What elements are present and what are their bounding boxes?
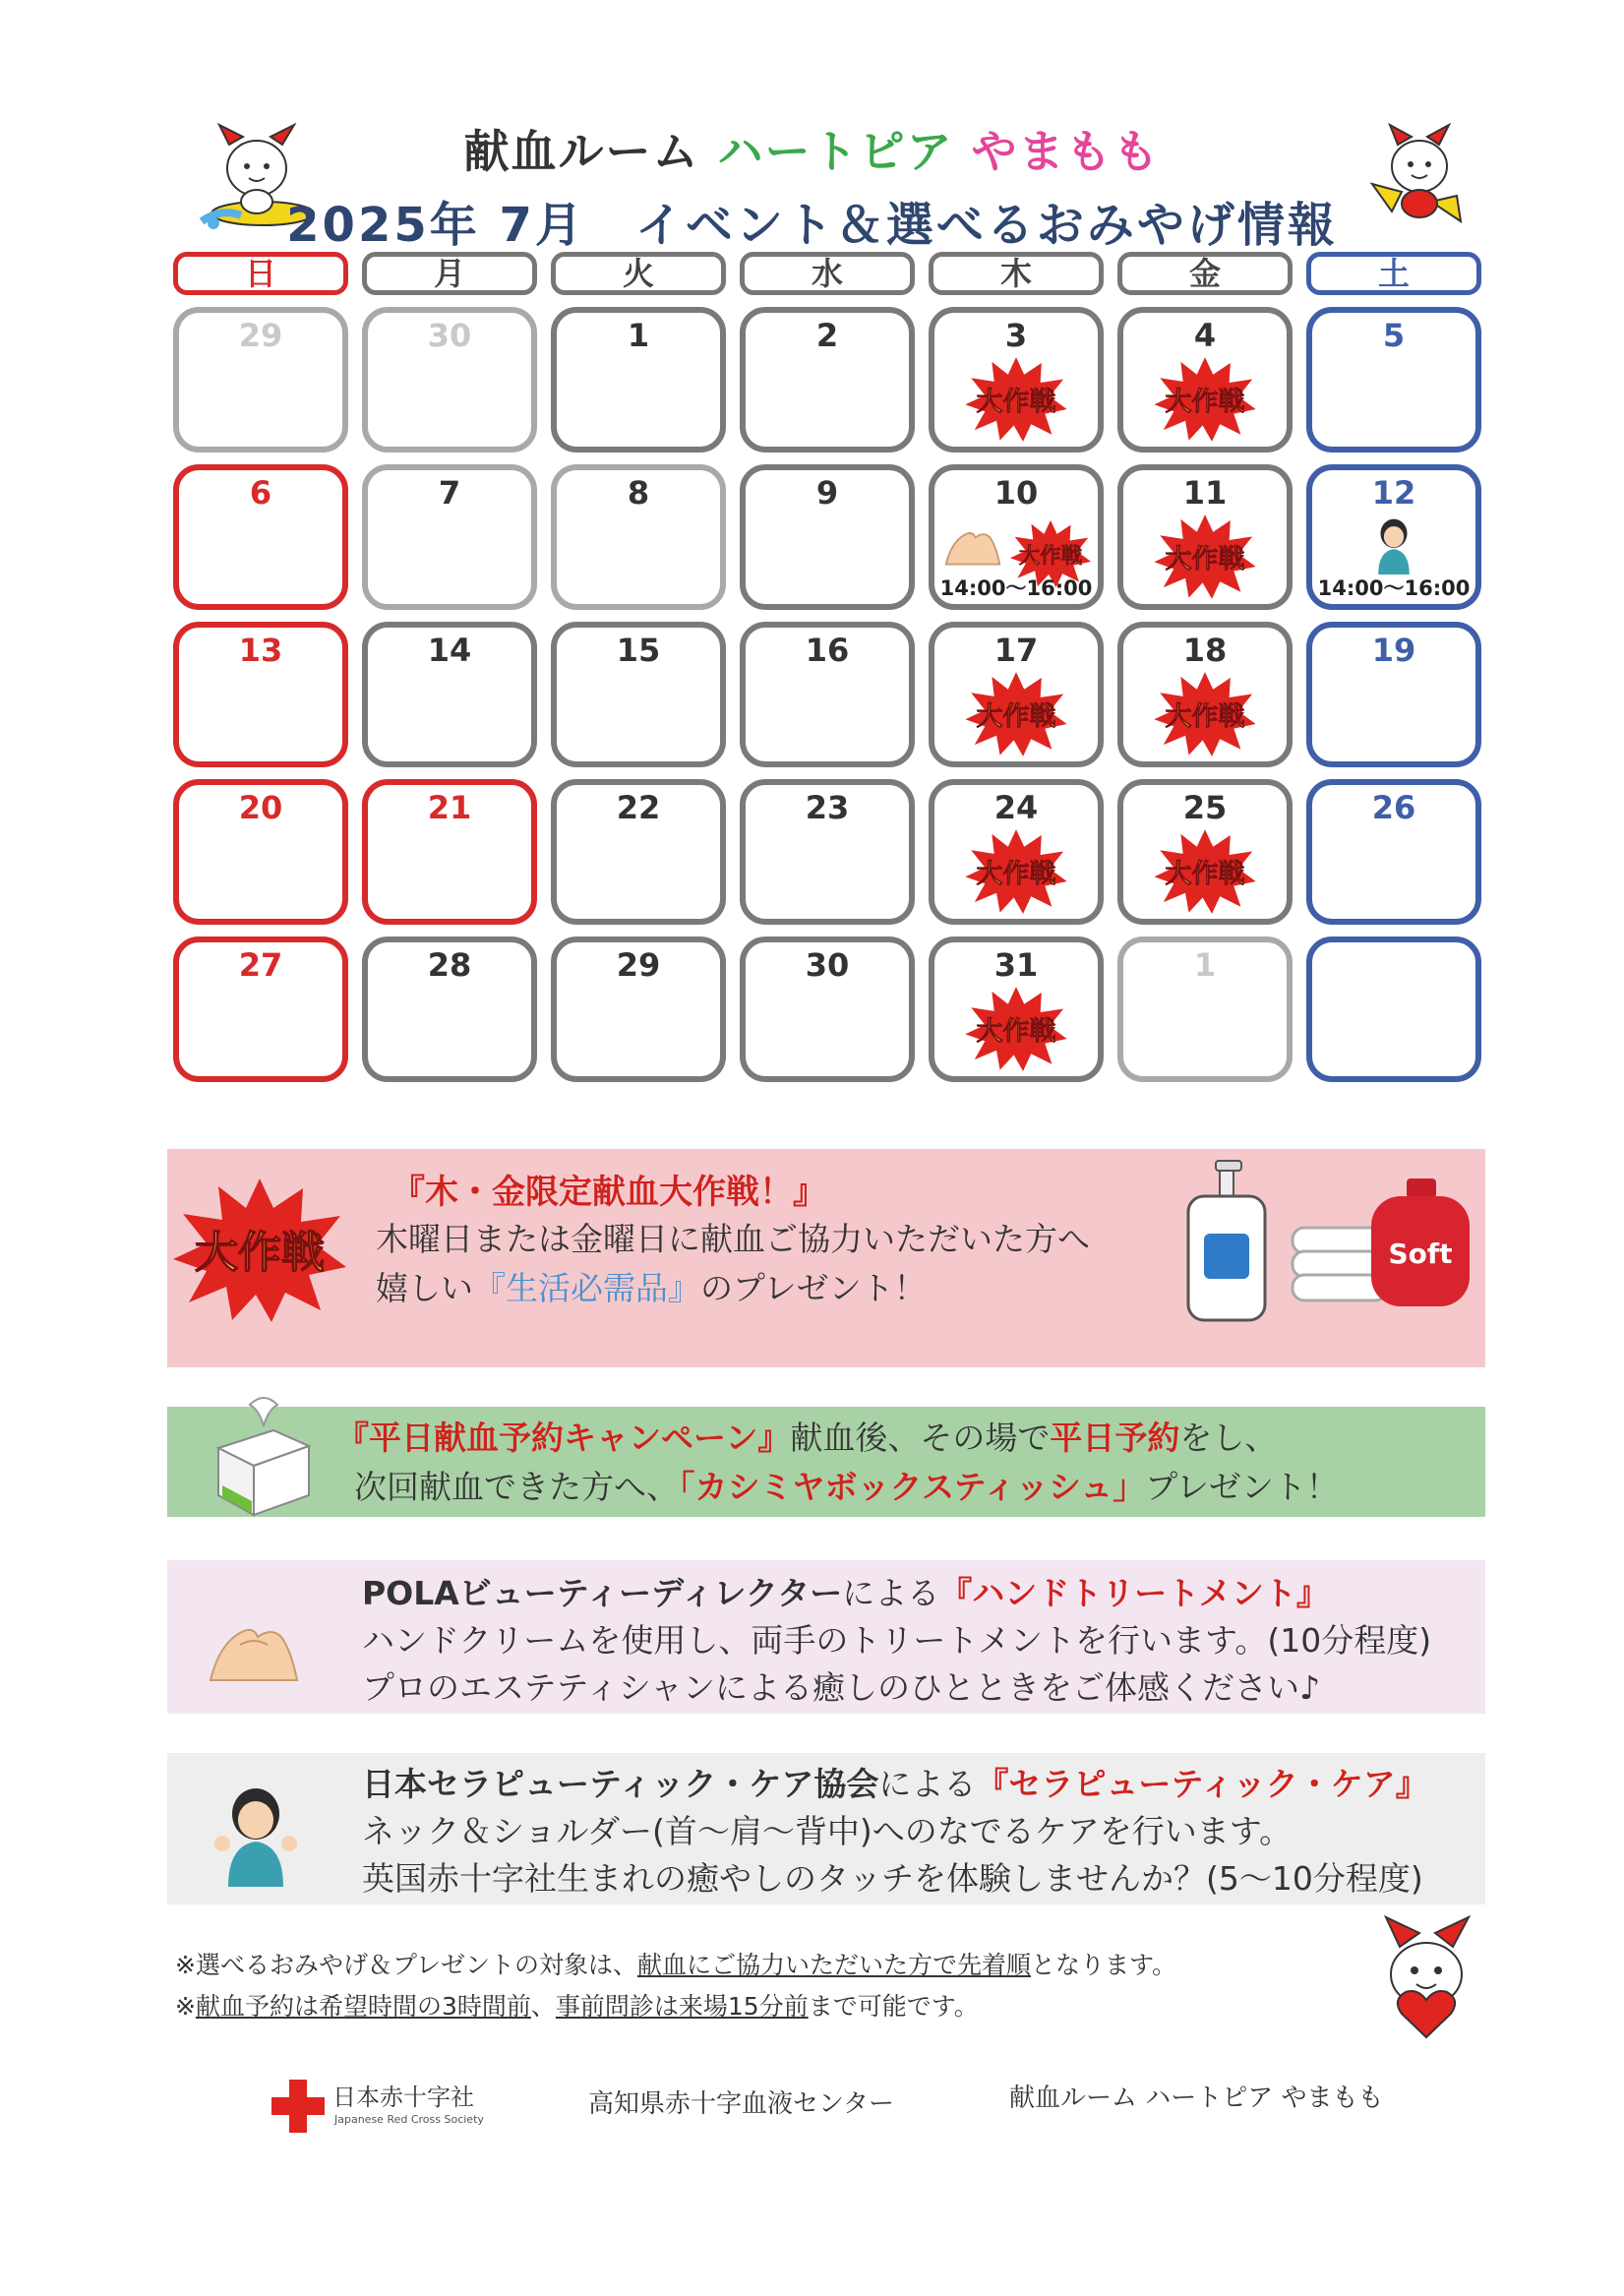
calendar-day-cell (740, 937, 915, 1082)
calendar-day-cell (362, 937, 537, 1082)
burst-icon (1147, 671, 1263, 761)
reservation-title: 『平日献血予約キャンペーン』 (336, 1419, 791, 1457)
calendar-day-cell (740, 464, 915, 610)
pola-director-text: POLAビューティーディレクター (362, 1574, 843, 1612)
burst-icon (958, 828, 1074, 919)
calendar-day-cell (362, 622, 537, 767)
burst-label: 大作戦 (976, 701, 1056, 733)
hand-treatment-title: 『ハンドトリートメント』 (939, 1574, 1329, 1612)
person-icon (1369, 514, 1418, 578)
day-number: 30 (427, 317, 472, 354)
note-1a: ※選べるおみやげ＆プレゼントの対象は、 (175, 1951, 637, 1979)
note-1b: 献血にご協力いただいた方で先着順 (636, 1951, 1031, 1979)
calendar-day-cell (1306, 464, 1481, 610)
hand-line-1 (362, 1568, 1329, 1614)
burst-icon (171, 1177, 348, 1324)
calendar-day-cell (929, 779, 1104, 925)
day-number: 3 (1004, 317, 1028, 354)
day-number: 27 (238, 946, 283, 984)
note-2d: 事前問診は来場15分前 (555, 1992, 809, 2021)
day-number: 30 (805, 946, 850, 984)
day-number: 6 (249, 474, 272, 512)
reservation-line-2c: プレゼント！ (1145, 1468, 1339, 1506)
note-2a: ※ (175, 1992, 196, 2021)
campaign-line-1: 木曜日または金曜日に献血ご協力いただいた方へ (376, 1220, 1090, 1258)
calendar-day-cell (551, 937, 726, 1082)
reservation-line-1c: をし、 (1179, 1419, 1278, 1457)
hand-massage-icon (205, 1611, 303, 1690)
day-number: 11 (1182, 474, 1228, 512)
day-number: 31 (993, 946, 1039, 984)
campaign-band (167, 1149, 1485, 1367)
calendar-day-cell (740, 779, 915, 925)
burst-label: 大作戦 (1165, 701, 1245, 733)
day-number: 9 (815, 474, 839, 512)
burst-label: 大作戦 (195, 1228, 325, 1278)
therapy-line-3: 英国赤十字社生まれの癒やしのタッチを体験しませんか？(5～10分程度) (362, 1859, 1423, 1898)
hand-treatment-band (167, 1560, 1485, 1714)
burst-label: 大作戦 (976, 1016, 1056, 1048)
day-number: 7 (438, 474, 461, 512)
event-time: 14:00～16:00 (939, 576, 1093, 600)
soft-label: Soft (1388, 1238, 1453, 1270)
burst-icon (1147, 356, 1263, 447)
title-heartpia: ハートピア (717, 125, 954, 178)
calendar-day-cell (362, 464, 537, 610)
note-2c: 、 (530, 1992, 556, 2021)
burst-icon (958, 356, 1074, 447)
calendar-day-cell (173, 937, 348, 1082)
therapy-association-text: 日本セラピューティック・ケア協会 (362, 1765, 879, 1803)
calendar-day-cell (551, 307, 726, 453)
weekday-reservation-text: 平日予約 (1050, 1419, 1180, 1457)
reservation-line-1a: 献血後、その場で (790, 1419, 1051, 1457)
person-icon (214, 1779, 297, 1887)
burst-label: 大作戦 (976, 387, 1056, 418)
red-cross-logo (270, 2078, 327, 2135)
note-1c: となります。 (1030, 1951, 1176, 1979)
day-number: 8 (627, 474, 650, 512)
campaign-line-2a: 嬉しい (376, 1269, 473, 1307)
campaign-line-2 (376, 1263, 927, 1309)
calendar-day-cell (1117, 937, 1293, 1082)
day-number: 23 (805, 789, 850, 826)
calendar-day-cell (929, 937, 1104, 1082)
weekday-header: 水 (740, 252, 915, 295)
day-number: 26 (1371, 789, 1416, 826)
calendar-day-cell (173, 307, 348, 453)
title-yamamomo: やまもも (971, 125, 1161, 178)
campaign-line-2c: のプレゼント！ (700, 1269, 927, 1307)
day-number: 18 (1182, 632, 1228, 669)
note-1 (175, 1946, 1176, 1981)
reservation-line-2a: 次回献血できた方へ、 (354, 1468, 679, 1506)
weekday-header: 火 (551, 252, 726, 295)
campaign-title: 『木・金限定献血大作戦！』 (391, 1173, 826, 1212)
burst-icon (958, 986, 1074, 1076)
day-number: 14 (427, 632, 472, 669)
burst-label: 大作戦 (976, 859, 1056, 890)
calendar-day-cell (362, 307, 537, 453)
hand-massage-icon (942, 521, 1003, 574)
burst-icon (958, 671, 1074, 761)
calendar-day-cell (1117, 464, 1293, 610)
day-number: 5 (1382, 317, 1406, 354)
day-number: 19 (1371, 632, 1416, 669)
therapeutic-care-band (167, 1753, 1485, 1904)
weekday-header: 月 (362, 252, 537, 295)
therapy-line-2: ネック＆ショルダー(首～肩～背中)へのなでるケアを行います。 (362, 1812, 1293, 1850)
page-title: 2025年 7月 イベント＆選べるおみやげ情報 (286, 198, 1338, 253)
therapy-line-1b: による (878, 1765, 977, 1803)
calendar-day-cell (362, 779, 537, 925)
title-line-1 (0, 116, 1624, 181)
day-number: 1 (1193, 946, 1217, 984)
donation-room-name: 献血ルーム ハートピア やまもも (1009, 2084, 1384, 2113)
burst-label: 大作戦 (1165, 859, 1245, 890)
day-number: 20 (238, 789, 283, 826)
day-number: 15 (616, 632, 661, 669)
calendar-day-cell (551, 622, 726, 767)
note-2e: まで可能です。 (808, 1992, 979, 2021)
reservation-line-2 (354, 1462, 1339, 1508)
calendar-day-cell (1306, 937, 1481, 1082)
calendar-day-cell (929, 464, 1104, 610)
calendar-day-cell (1117, 779, 1293, 925)
cashmere-tissue-text: 「カシミヤボックスティッシュ」 (679, 1468, 1146, 1506)
weekday-header: 木 (929, 252, 1104, 295)
calendar-day-cell (1117, 622, 1293, 767)
calendar-day-cell (1117, 307, 1293, 453)
hand-line-2: ハンドクリームを使用し、両手のトリートメントを行います。(10分程度) (362, 1621, 1432, 1660)
day-number: 29 (238, 317, 283, 354)
calendar-day-cell (551, 464, 726, 610)
towel-and-softener-icon (1289, 1169, 1475, 1316)
reservation-line-1 (336, 1413, 1277, 1459)
daily-necessities-text: 『生活必需品』 (473, 1269, 700, 1307)
title-room: 献血ルーム (463, 125, 700, 178)
soap-bottle-icon (1180, 1157, 1269, 1324)
calendar-day-cell (173, 779, 348, 925)
note-2 (175, 1987, 979, 2023)
hand-line-1b: による (842, 1574, 940, 1612)
mascot-heart (1362, 1913, 1490, 2041)
day-number: 13 (238, 632, 283, 669)
calendar-day-cell (929, 622, 1104, 767)
calendar-day-cell (929, 307, 1104, 453)
burst-icon (1147, 828, 1263, 919)
day-number: 1 (627, 317, 650, 354)
jrc-name: 日本赤十字社 (332, 2084, 474, 2111)
therapy-title: 『セラピューティック・ケア』 (976, 1765, 1428, 1803)
calendar-day-cell (740, 622, 915, 767)
day-number: 29 (616, 946, 661, 984)
day-number: 12 (1371, 474, 1416, 512)
day-number: 10 (993, 474, 1039, 512)
burst-label: 大作戦 (1165, 544, 1245, 575)
hand-line-3: プロのエステティシャンによる癒しのひとときをご体感ください♪ (362, 1668, 1321, 1707)
burst-icon (1147, 514, 1263, 604)
day-number: 4 (1193, 317, 1217, 354)
day-number: 17 (993, 632, 1039, 669)
calendar-day-cell (740, 307, 915, 453)
tissue-box-icon (214, 1391, 313, 1519)
day-number: 16 (805, 632, 850, 669)
calendar-day-cell (173, 622, 348, 767)
burst-label: 大作戦 (1165, 387, 1245, 418)
day-number: 21 (427, 789, 472, 826)
day-number: 2 (815, 317, 839, 354)
blood-center-name: 高知県赤十字血液センター (588, 2089, 894, 2119)
reservation-band (167, 1407, 1485, 1517)
calendar-day-cell (1306, 779, 1481, 925)
day-number: 22 (616, 789, 661, 826)
therapy-line-1 (362, 1759, 1428, 1805)
day-number: 25 (1182, 789, 1228, 826)
calendar-day-cell (1306, 622, 1481, 767)
burst-label: 大作戦 (1018, 543, 1083, 569)
calendar-day-cell (173, 464, 348, 610)
day-number: 28 (427, 946, 472, 984)
jrc-en: Japanese Red Cross Society (334, 2113, 484, 2126)
weekday-header: 日 (173, 252, 348, 295)
weekday-header: 金 (1117, 252, 1293, 295)
event-time: 14:00～16:00 (1317, 576, 1471, 600)
weekday-header: 土 (1306, 252, 1481, 295)
note-2b: 献血予約は希望時間の3時間前 (195, 1992, 531, 2021)
day-number: 24 (993, 789, 1039, 826)
calendar-day-cell (1306, 307, 1481, 453)
calendar-day-cell (551, 779, 726, 925)
